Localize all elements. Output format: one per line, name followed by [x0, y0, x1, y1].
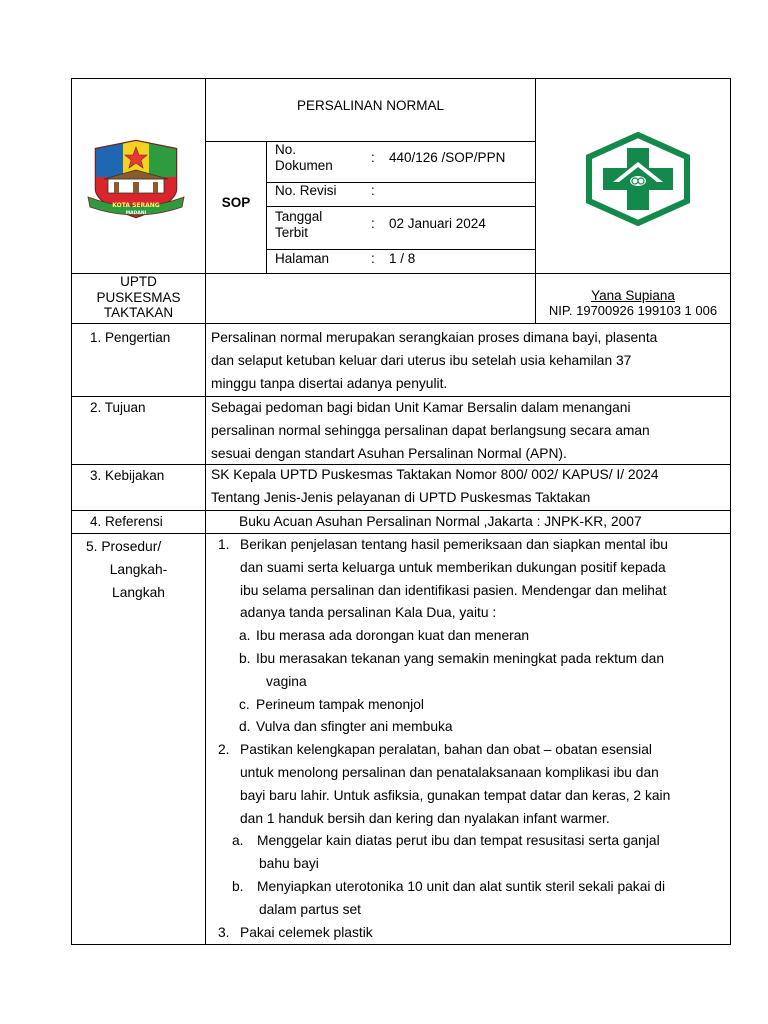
sub-item: b. Ibu merasakan tekanan yang semakin meningkat pada rektum dan vagina — [239, 650, 665, 689]
field-colon: : — [371, 150, 375, 165]
text-kebijakan: SK Kepala UPTD Puskesmas Taktakan Nomor 800/ 002/ KAPUS/ I/ 2024 Tentang Jenis-Jenis pelayanan di UPTD Puskesmas Taktakan — [211, 467, 659, 505]
puskesmas-logo — [585, 132, 691, 226]
field-label-tanggal-1: Tanggal — [275, 209, 323, 224]
field-label-no-dokumen-2: Dokumen — [275, 158, 333, 173]
step-item: 1. Berikan penjelasan tentang hasil pemeriksaan dan siapkan mental ibu dan suami serta keluarga untuk memberikan dukungan positif kepada ibu selama persalinan dan identifikasi pasien. Mendengar dan melihat adanya tanda persalinan Kala Dua, yaitu : — [218, 537, 668, 621]
field-colon: : — [371, 251, 375, 266]
field-label-no-revisi: No. Revisi — [275, 183, 337, 198]
sub-item: c. Perineum tampak menonjol — [239, 696, 424, 712]
document-title: PERSALINAN NORMAL — [296, 98, 445, 113]
field-label-tanggal-2: Terbit — [275, 225, 309, 240]
sop-label: SOP — [221, 195, 251, 210]
sub-item: a. Menggelar kain diatas perut ibu dan tempat resusitasi serta ganjal bahu bayi — [232, 833, 660, 872]
text-referensi: Buku Acuan Asuhan Persalinan Normal ,Jakarta : JNPK-KR, 2007 — [239, 514, 642, 529]
sub-item: b. Menyiapkan uterotonika 10 unit dan alat suntik steril sekali pakai di dalam partus set — [232, 878, 666, 917]
label-kebijakan: 3. Kebijakan — [90, 468, 165, 483]
label-referensi: 4. Referensi — [90, 514, 163, 529]
sub-item: a. Ibu merasa ada dorongan kuat dan meneran — [239, 628, 530, 644]
field-value-halaman: 1 / 8 — [389, 251, 416, 266]
kota-serang-logo — [86, 137, 186, 221]
label-pengertian: 1. Pengertian — [90, 330, 171, 345]
field-value-tanggal: 02 Januari 2024 — [389, 216, 486, 231]
field-label-halaman: Halaman — [275, 251, 330, 266]
unit-name: UPTD PUSKESMAS TAKTAKAN — [96, 274, 181, 320]
text-tujuan: Sebagai pedoman bagi bidan Unit Kamar Bersalin dalam menangani persalinan normal sehingga persalinan dapat berlangsung secara aman sesuai dengan standart Asuhan Persalinan Normal (APN). — [211, 400, 650, 461]
svg-text:KOTA SERANG: KOTA SERANG — [112, 202, 160, 209]
label-tujuan: 2. Tujuan — [90, 400, 146, 415]
prosedur-steps — [211, 534, 723, 944]
field-label-no-dokumen-1: No. — [275, 142, 297, 157]
field-value-no-dokumen: 440/126 /SOP/PPN — [389, 150, 506, 165]
label-prosedur: 5. Prosedur/ Langkah- Langkah — [86, 539, 168, 600]
field-colon: : — [371, 183, 375, 198]
step-item: 3. Pakai celemek plastik — [218, 924, 373, 940]
svg-text:MADANI: MADANI — [125, 211, 147, 216]
text-pengertian: Persalinan normal merupakan serangkaian proses dimana bayi, plasenta dan selaput ketuban keluar dari uterus ibu setelah usia kehamilan 37 minggu tanpa disertai adanya penyulit. — [211, 330, 658, 391]
sub-item: d. Vulva dan sfingter ani membuka — [239, 719, 453, 735]
signatory-nip: NIP. 19700926 199103 1 006 — [548, 303, 718, 318]
signatory-name: Yana Supiana — [591, 288, 675, 303]
field-colon: : — [371, 216, 375, 231]
step-item: 2. Pastikan kelengkapan peralatan, bahan dan obat – obatan esensial untuk menolong persalinan dan penatalaksanaan komplikasi ibu dan bayi baru lahir. Untuk asfiksia, gunakan tempat datar dan keras, 2 kain dan 1 handuk bersih dan kering dan nyalakan infant warmer. — [218, 742, 671, 826]
